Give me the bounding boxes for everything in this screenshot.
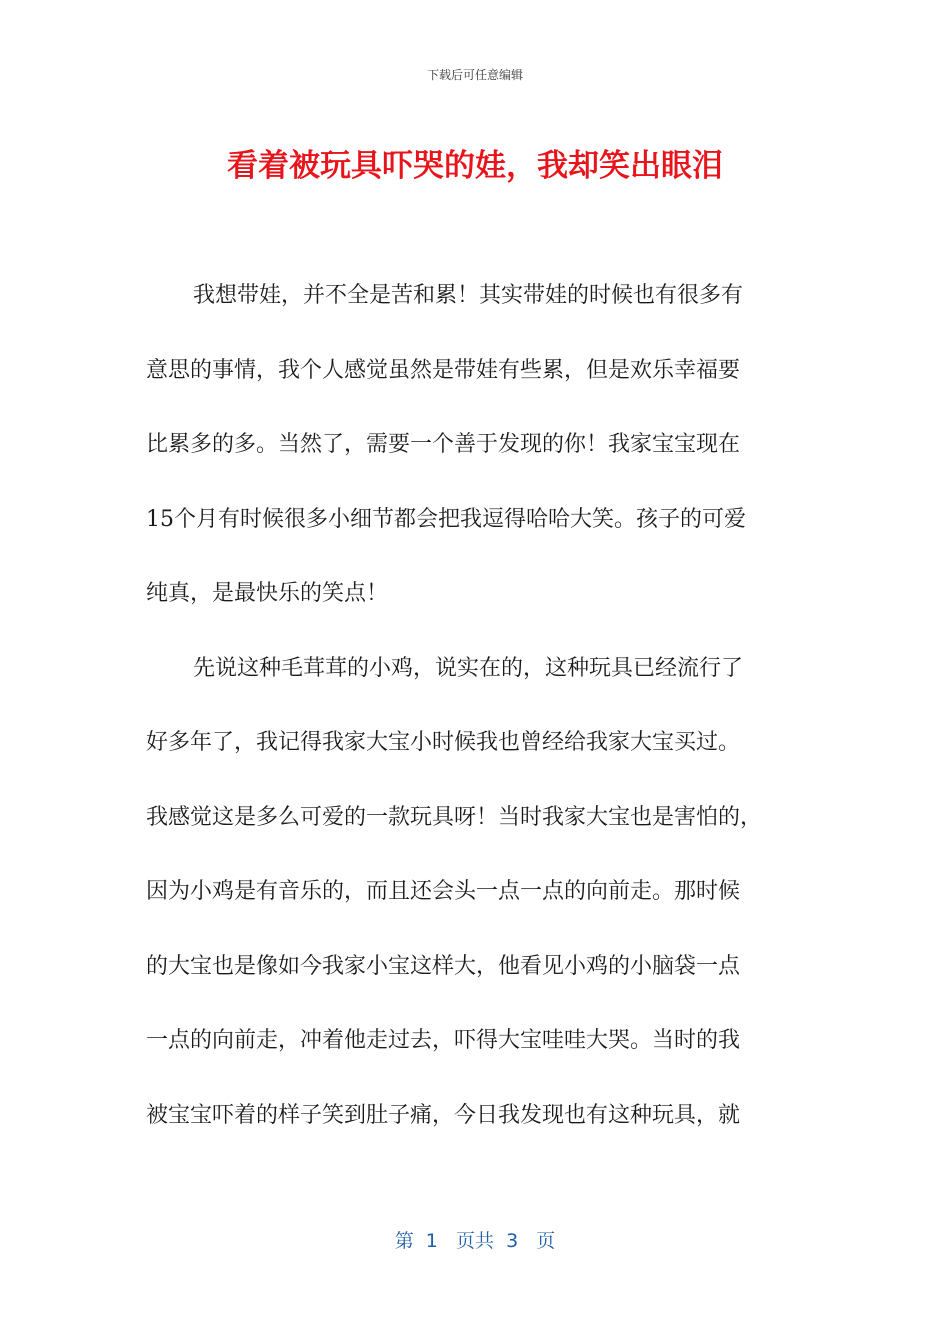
header-note: 下载后可任意编辑 [426, 68, 523, 82]
paragraph-2-line-6: 一点的向前走，冲着他走过去，吓得大宝哇哇大哭。当时的我 [146, 1028, 741, 1053]
paragraph-2-line-2: 好多年了，我记得我家大宝小时候我也曾经给我家大宝买过。 [146, 730, 741, 755]
article-body [146, 270, 806, 1164]
page-title: 看着被玩具吓哭的娃，我却笑出眼泪 [227, 148, 723, 184]
paragraph-2-line-7: 被宝宝吓着的样子笑到肚子痛，今日我发现也有这种玩具，就 [146, 1102, 741, 1128]
paragraph-1-line-2: 意思的事情，我个人感觉虽然是带娃有些累，但是欢乐幸福要 [146, 357, 741, 383]
paragraph-1-line-1: 我想带娃，并不全是苦和累！其实带娃的时候也有很多有 [193, 283, 744, 308]
paragraph-2-line-1: 先说这种毛茸茸的小鸡，说实在的，这种玩具已经流行了 [193, 655, 744, 681]
paragraph-1-line-3: 比累多的多。当然了，需要一个善于发现的你！我家宝宝现在 [146, 432, 741, 457]
paragraph-1-line-4: 15个月有时候很多小细节都会把我逗得哈哈大笑。孩子的可爱 [146, 506, 746, 532]
paragraph-2-line-4: 因为小鸡是有音乐的，而且还会头一点一点的向前走。那时候 [146, 879, 741, 904]
paragraph-2-line-3: 我感觉这是多么可爱的一款玩具呀！当时我家大宝也是害怕的， [146, 804, 763, 830]
page-footer: 第 1 页共 3 页 [394, 1230, 556, 1252]
paragraph-1-line-5: 纯真，是最快乐的笑点！ [146, 581, 389, 606]
paragraph-2-line-5: 的大宝也是像如今我家小宝这样大，他看见小鸡的小脑袋一点 [146, 953, 741, 979]
